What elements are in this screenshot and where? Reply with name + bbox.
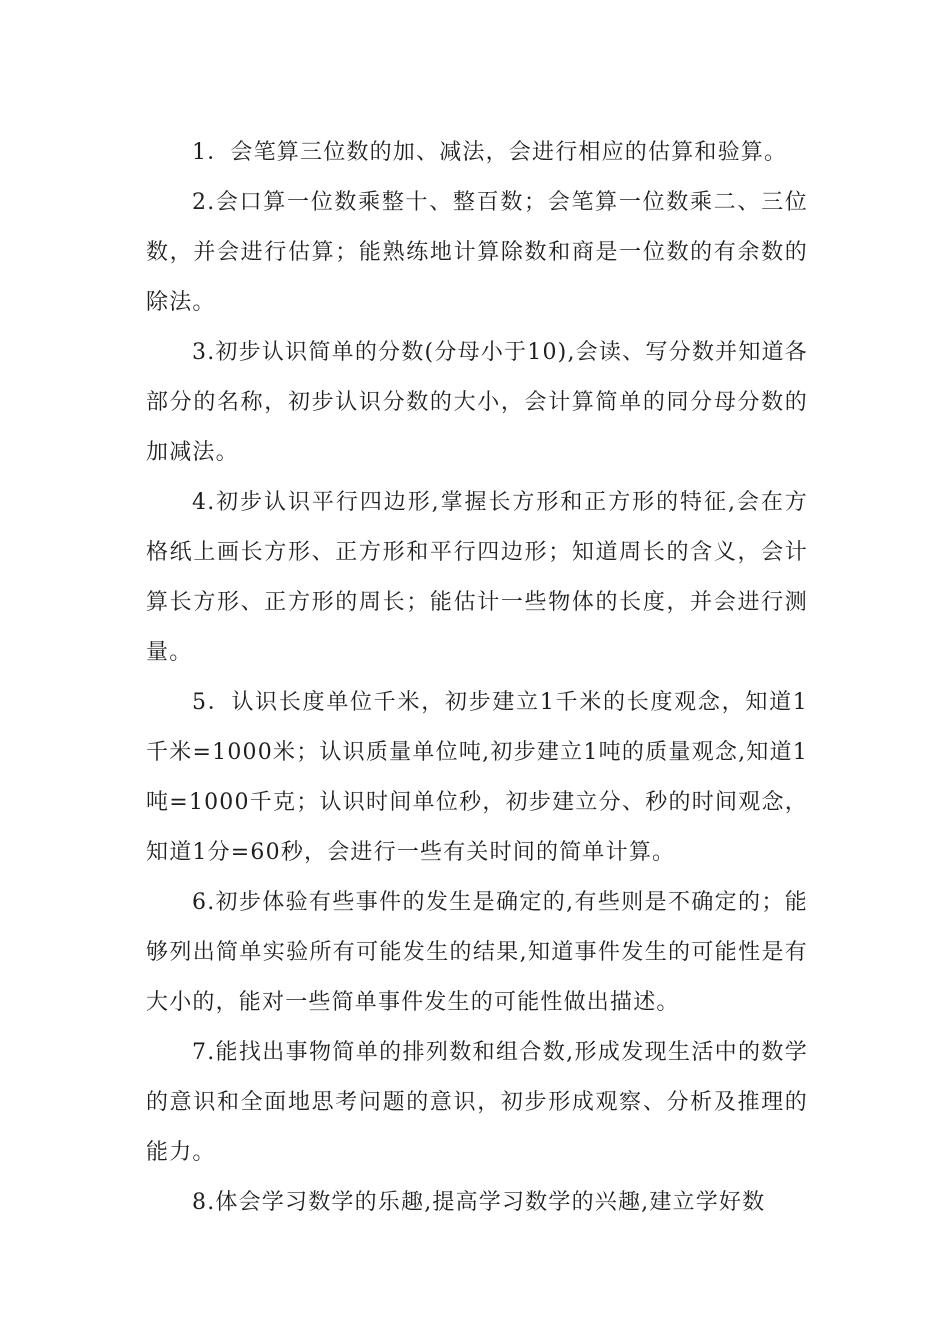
document-body bbox=[146, 128, 808, 1228]
paragraph-6: 6.初步体验有些事件的发生是确定的,有些则是不确定的；能够列出简单实验所有可能发生的结果,知道事件发生的可能性是有大小的，能对一些简单事件发生的可能性做出描述。 bbox=[146, 890, 808, 1015]
paragraph-8: 8.体会学习数学的乐趣,提高学习数学的兴趣,建立学好数 bbox=[192, 1190, 766, 1215]
paragraph-2: 2.会口算一位数乘整十、整百数；会笔算一位数乘二、三位数，并会进行估算；能熟练地计算除数和商是一位数的有余数的除法。 bbox=[146, 190, 808, 315]
paragraph-5: 5．认识长度单位千米，初步建立1千米的长度观念，知道1千米=1000米；认识质量单位吨,初步建立1吨的质量观念,知道1吨=1000千克；认识时间单位秒，初步建立分、秒的时间观念，知道1分=60秒，会进行一些有关时间的简单计算。 bbox=[146, 690, 808, 865]
paragraph-3: 3.初步认识简单的分数(分母小于10),会读、写分数并知道各部分的名称，初步认识分数的大小，会计算简单的同分母分数的加减法。 bbox=[146, 340, 808, 465]
paragraph-4: 4.初步认识平行四边形,掌握长方形和正方形的特征,会在方格纸上画长方形、正方形和平行四边形；知道周长的含义，会计算长方形、正方形的周长；能估计一些物体的长度，并会进行测量。 bbox=[146, 490, 808, 665]
paragraph-1: 1．会笔算三位数的加、减法，会进行相应的估算和验算。 bbox=[192, 140, 788, 165]
paragraph-7: 7.能找出事物简单的排列数和组合数,形成发现生活中的数学的意识和全面地思考问题的意识，初步形成观察、分析及推理的能力。 bbox=[146, 1040, 808, 1165]
